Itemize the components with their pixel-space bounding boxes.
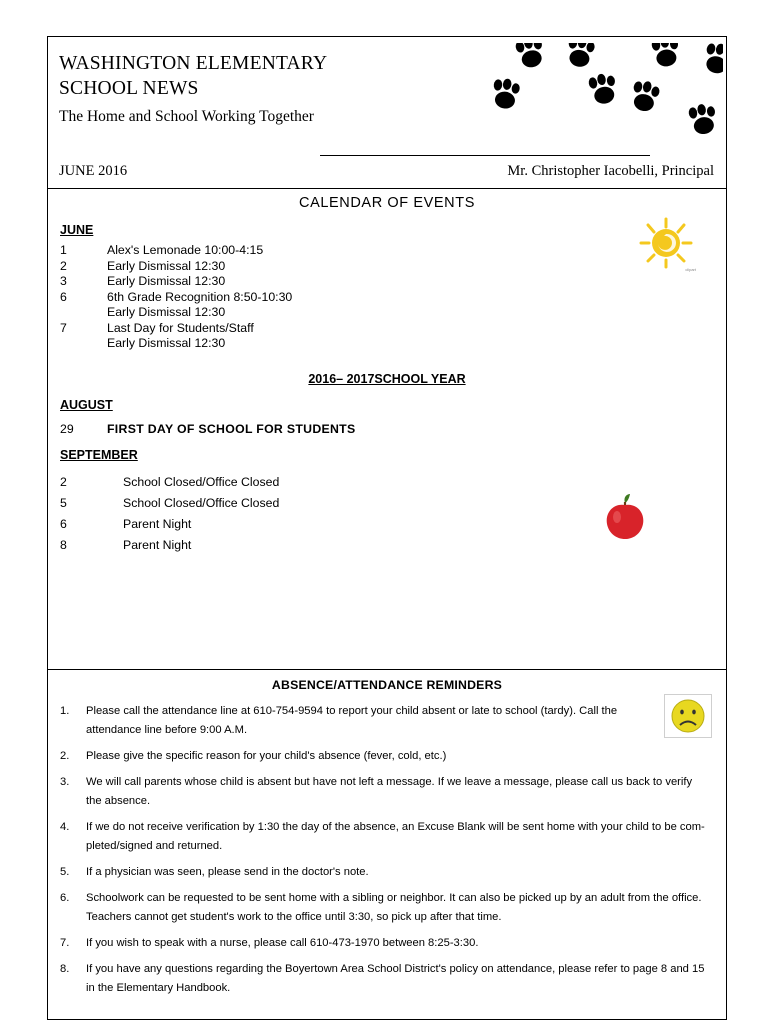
list-item xyxy=(60,305,726,321)
absence-attendance-section xyxy=(48,670,726,1019)
item-text: If you wish to speak with a nurse, please call 610-473-1970 between 8:25-3:30. xyxy=(86,937,479,949)
event-text: Last Day for Students/Staff xyxy=(107,320,254,335)
event-text: Early Dismissal 12:30 xyxy=(107,336,226,350)
issue-row xyxy=(59,163,714,185)
event-text: 6th Grade Recognition 8:50-10:30 xyxy=(107,289,293,304)
item-number: 1. xyxy=(60,705,70,717)
event-text: Parent Night xyxy=(123,516,192,531)
event-day: 3 xyxy=(60,274,67,288)
event-day: 1 xyxy=(60,243,67,257)
list-item xyxy=(60,274,726,290)
item-text: If a physician was seen, please send in the doctor's note. xyxy=(86,866,369,878)
sad-face-icon xyxy=(664,694,712,738)
item-number: 4. xyxy=(60,821,70,833)
list-item xyxy=(60,472,726,493)
school-year-subheading: 2016– 2017SCHOOL YEAR xyxy=(308,371,466,386)
newsletter-tagline: The Home and School Working Together xyxy=(59,108,314,125)
event-text: Early Dismissal 12:30 xyxy=(107,258,226,273)
event-text: Alex's Lemonade 10:00-4:15 xyxy=(107,243,264,257)
august-heading: AUGUST xyxy=(60,397,113,412)
event-day: 8 xyxy=(60,537,67,552)
item-text: If we do not receive verification by 1:30 the day of the absence, an Excuse Blank will be sent home with your child to be com-pleted/signed and returned. xyxy=(86,821,705,852)
event-text: Early Dismissal 12:30 xyxy=(107,305,226,319)
event-day: 7 xyxy=(60,320,67,335)
masthead xyxy=(59,51,479,129)
list-item xyxy=(60,422,726,436)
absence-section-title: ABSENCE/ATTENDANCE REMINDERS xyxy=(271,678,503,692)
list-item xyxy=(60,818,708,856)
item-text: Please give the specific reason for your child's absence (fever, cold, etc.) xyxy=(86,750,447,762)
list-item xyxy=(60,290,726,306)
calendar-section-title: CALENDAR OF EVENTS xyxy=(299,195,475,211)
item-number: 8. xyxy=(60,963,70,975)
list-item xyxy=(60,960,708,998)
absence-reminders-list xyxy=(60,702,708,998)
event-day: 2 xyxy=(60,258,67,273)
item-number: 2. xyxy=(60,750,70,762)
calendar-of-events-section xyxy=(48,189,726,670)
june-events-list xyxy=(60,243,726,352)
list-item xyxy=(60,336,726,352)
list-item xyxy=(60,773,708,811)
item-text: If you have any questions regarding the Boyertown Area School District's policy on attendance, please refer to page 8 and 15 in the Elementary Handbook. xyxy=(86,963,705,994)
event-text: School Closed/Office Closed xyxy=(123,495,280,510)
item-number: 7. xyxy=(60,937,70,949)
sun-icon xyxy=(634,215,698,273)
event-day: 6 xyxy=(60,289,67,304)
school-name-line1: WASHINGTON ELEMENTARY xyxy=(59,53,328,74)
september-heading: SEPTEMBER xyxy=(60,447,138,462)
event-text: School Closed/Office Closed xyxy=(123,474,280,489)
event-day: 5 xyxy=(60,495,67,510)
list-item xyxy=(60,889,708,927)
list-item xyxy=(60,702,708,740)
list-item xyxy=(60,934,708,953)
event-day: 29 xyxy=(60,421,74,436)
item-number: 3. xyxy=(60,776,70,788)
list-item xyxy=(60,747,708,766)
apple-icon xyxy=(603,493,647,541)
list-item xyxy=(60,243,726,259)
list-item xyxy=(60,321,726,337)
event-text: FIRST DAY OF SCHOOL FOR STUDENTS xyxy=(107,421,356,436)
item-number: 6. xyxy=(60,892,70,904)
event-text: Parent Night xyxy=(123,537,192,552)
sun-clipart-caption: clipart xyxy=(685,267,696,272)
paw-prints-icon xyxy=(478,43,723,143)
item-text: Schoolwork can be requested to be sent home with a sibling or neighbor. It can also be picked up by an adult from the office. Teachers cannot get student's work to the office until 3:30, so pick up after that time. xyxy=(86,892,702,923)
event-text: Early Dismissal 12:30 xyxy=(107,274,226,288)
event-day: 2 xyxy=(60,474,67,489)
issue-date: JUNE 2016 xyxy=(59,163,128,179)
school-name-line2: SCHOOL NEWS xyxy=(59,78,199,99)
june-heading: JUNE xyxy=(60,223,94,237)
item-text: We will call parents whose child is absent but have not left a message. If we leave a message, please call us back to verify the absence. xyxy=(86,776,693,807)
item-number: 5. xyxy=(60,866,70,878)
newsletter-document xyxy=(47,36,727,1020)
item-text: Please call the attendance line at 610-754-9594 to report your child absent or late to school (tardy). Call the attendance line before 9:00 A.M. xyxy=(86,705,618,736)
event-day: 6 xyxy=(60,516,67,531)
principal-name: Mr. Christopher Iacobelli, Principal xyxy=(507,163,714,179)
newsletter-header xyxy=(48,37,726,189)
list-item xyxy=(60,259,726,275)
list-item xyxy=(60,863,708,882)
header-divider-line xyxy=(320,155,650,156)
